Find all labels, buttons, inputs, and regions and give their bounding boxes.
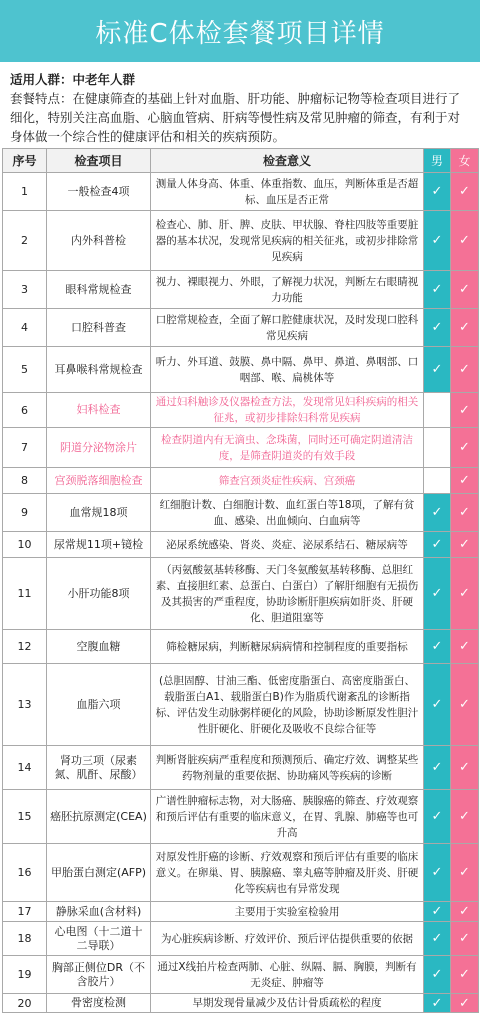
page-title: 标准C体检套餐项目详情 (95, 18, 385, 49)
table-row (3, 532, 479, 558)
table-row (3, 211, 479, 271)
features-text: 套餐特点：在健康筛查的基础上针对血脂、肝功能、肿瘤标记物等检查项目进行了细化，特别关注高血脂、心脑血管病、肝病等慢性病及常见肿瘤的筛查，有利于对身体做一个综合性的健康评估和相关的疾病预防。 (10, 91, 461, 144)
male-check-cell (424, 468, 451, 494)
male-check-cell: ✓ (424, 902, 451, 922)
male-check-cell: ✓ (424, 664, 451, 746)
female-check-cell: ✓ (451, 173, 479, 211)
exam-item-meaning: 红细胞计数、白细胞计数、血红蛋白等18项，了解有贫血、感染、出血倾向、白血病等 (151, 494, 424, 532)
exam-item-name: 口腔科普查 (47, 309, 151, 347)
row-number: 14 (3, 746, 47, 790)
exam-item-name: 血常规18项 (47, 494, 151, 532)
female-check-cell: ✓ (451, 922, 479, 956)
female-check-cell: ✓ (451, 393, 479, 428)
row-number: 6 (3, 393, 47, 428)
row-number: 10 (3, 532, 47, 558)
exam-item-name: 一般检查4项 (47, 173, 151, 211)
male-check-cell: ✓ (424, 746, 451, 790)
exam-items-table (2, 148, 479, 1013)
male-check-cell: ✓ (424, 922, 451, 956)
exam-item-name: 阴道分泌物涂片 (47, 428, 151, 468)
female-check-cell: ✓ (451, 956, 479, 994)
exam-item-name: 甲胎蛋白测定(AFP) (47, 844, 151, 902)
exam-item-name: 耳鼻喉科常规检查 (47, 347, 151, 393)
row-number: 17 (3, 902, 47, 922)
exam-item-name: 心电图（十二道十二导联） (47, 922, 151, 956)
female-check-cell: ✓ (451, 347, 479, 393)
table-row (3, 309, 479, 347)
exam-item-meaning: （丙氨酸氨基转移酶、天门冬氨酸氨基转移酶、总胆红素、直接胆红素、总蛋白、白蛋白）了解肝细胞有无损伤及其损害的严重程度，协助诊断肝胆疾病如肝炎、肝硬化、胆道阻塞等 (151, 558, 424, 630)
exam-item-meaning: 通过妇科触诊及仪器检查方法，发现常见妇科疾病的相关征兆，或初步排除妇科常见疾病 (151, 393, 424, 428)
exam-item-meaning: 口腔常规检查，全面了解口腔健康状况，及时发现口腔科常见疾病 (151, 309, 424, 347)
female-check-cell: ✓ (451, 664, 479, 746)
row-number: 16 (3, 844, 47, 902)
female-check-cell: ✓ (451, 844, 479, 902)
female-check-cell: ✓ (451, 790, 479, 844)
exam-item-meaning: 主要用于实验室检验用 (151, 902, 424, 922)
row-number: 2 (3, 211, 47, 271)
row-number: 8 (3, 468, 47, 494)
exam-item-meaning: 为心脏疾病诊断、疗效评价、预后评估提供重要的依据 (151, 922, 424, 956)
exam-item-meaning: 测量人体身高、体重、体重指数、血压，判断体重是否超标、血压是否正常 (151, 173, 424, 211)
female-check-cell: ✓ (451, 746, 479, 790)
male-check-cell: ✓ (424, 494, 451, 532)
female-check-cell: ✓ (451, 558, 479, 630)
page-title-banner (0, 0, 480, 62)
exam-item-name: 胸部正侧位DR（不含胶片） (47, 956, 151, 994)
exam-item-name: 空腹血糖 (47, 630, 151, 664)
female-check-cell: ✓ (451, 532, 479, 558)
col-header-meaning: 检查意义 (151, 149, 424, 173)
exam-item-name: 骨密度检测 (47, 994, 151, 1013)
exam-item-meaning: 泌尿系统感染、肾炎、炎症、泌尿系结石、糖尿病等 (151, 532, 424, 558)
table-body (3, 173, 479, 1013)
female-check-cell: ✓ (451, 428, 479, 468)
row-number: 1 (3, 173, 47, 211)
exam-item-meaning: 对原发性肝癌的诊断、疗效观察和预后评估有重要的临床意义。在卵巢、胃、胰腺癌、睾丸癌等肿瘤及肝炎、肝硬化等疾病也有异常发现 (151, 844, 424, 902)
table-row (3, 902, 479, 922)
exam-item-meaning: (总胆固醇、甘油三酯、低密度脂蛋白、高密度脂蛋白、载脂蛋白A1、载脂蛋白B)作为脂质代谢紊乱的诊断指标、评估发生动脉粥样硬化的风险，协助诊断原发性胆汁性肝硬化、肝硬化及吸收不良综合征等 (151, 664, 424, 746)
row-number: 18 (3, 922, 47, 956)
table-row (3, 428, 479, 468)
table-row (3, 347, 479, 393)
table-row (3, 393, 479, 428)
exam-item-meaning: 广谱性肿瘤标志物，对大肠癌、胰腺癌的筛查、疗效观察和预后评估有重要的临床意义，在胃、乳腺、肺癌等也可升高 (151, 790, 424, 844)
exam-item-name: 肾功三项（尿素氮、肌酐、尿酸） (47, 746, 151, 790)
table-row (3, 173, 479, 211)
female-check-cell: ✓ (451, 468, 479, 494)
exam-item-name: 小肝功能8项 (47, 558, 151, 630)
exam-item-meaning: 检查心、肺、肝、脾、皮肤、甲状腺、脊柱四肢等重要脏器的基本状况，发现常见疾病的相关征兆，或初步排除常见疾病 (151, 211, 424, 271)
male-check-cell: ✓ (424, 173, 451, 211)
table-row (3, 844, 479, 902)
row-number: 15 (3, 790, 47, 844)
male-check-cell: ✓ (424, 558, 451, 630)
exam-item-name: 癌胚抗原测定(CEA) (47, 790, 151, 844)
female-check-cell: ✓ (451, 494, 479, 532)
exam-item-name: 眼科常规检查 (47, 271, 151, 309)
row-number: 20 (3, 994, 47, 1013)
male-check-cell: ✓ (424, 790, 451, 844)
row-number: 3 (3, 271, 47, 309)
exam-item-meaning: 检查阴道内有无滴虫、念珠菌，同时还可确定阴道清洁度，是筛查阴道炎的有效手段 (151, 428, 424, 468)
male-check-cell: ✓ (424, 844, 451, 902)
exam-item-meaning: 判断肾脏疾病严重程度和预测预后、确定疗效、调整某些药物剂量的重要依据、协助痛风等疾病的诊断 (151, 746, 424, 790)
male-check-cell: ✓ (424, 309, 451, 347)
row-number: 12 (3, 630, 47, 664)
table-row (3, 494, 479, 532)
exam-item-meaning: 通过X线拍片检查两肺、心脏、纵隔、膈、胸膜，判断有无炎症、肿瘤等 (151, 956, 424, 994)
table-row (3, 922, 479, 956)
exam-item-meaning: 早期发现骨量减少及估计骨质疏松的程度 (151, 994, 424, 1013)
male-check-cell: ✓ (424, 630, 451, 664)
exam-item-name: 内外科普检 (47, 211, 151, 271)
exam-item-name: 尿常规11项+镜检 (47, 532, 151, 558)
female-check-cell: ✓ (451, 630, 479, 664)
table-row (3, 956, 479, 994)
table-row (3, 790, 479, 844)
table-row (3, 558, 479, 630)
col-header-male: 男 (424, 149, 451, 173)
male-check-cell: ✓ (424, 271, 451, 309)
exam-item-name: 宫颈脱落细胞检查 (47, 468, 151, 494)
table-row (3, 664, 479, 746)
exam-item-meaning: 筛查宫颈炎症性疾病、宫颈癌 (151, 468, 424, 494)
col-header-female: 女 (451, 149, 479, 173)
row-number: 7 (3, 428, 47, 468)
table-row (3, 994, 479, 1013)
row-number: 4 (3, 309, 47, 347)
audience-text: 适用人群：中老年人群 (10, 72, 136, 87)
table-header-row (3, 149, 479, 173)
row-number: 9 (3, 494, 47, 532)
table-row (3, 746, 479, 790)
female-check-cell: ✓ (451, 271, 479, 309)
row-number: 11 (3, 558, 47, 630)
table-row (3, 630, 479, 664)
exam-item-name: 静脉采血(含材料) (47, 902, 151, 922)
female-check-cell: ✓ (451, 994, 479, 1013)
exam-item-meaning: 听力、外耳道、鼓膜、鼻中隔、鼻甲、鼻道、鼻咽部、口咽部、喉、扁桃体等 (151, 347, 424, 393)
male-check-cell: ✓ (424, 211, 451, 271)
exam-item-meaning: 筛检糖尿病，判断糖尿病病情和控制程度的重要指标 (151, 630, 424, 664)
table-row (3, 468, 479, 494)
col-header-item: 检查项目 (47, 149, 151, 173)
col-header-no: 序号 (3, 149, 47, 173)
exam-item-name: 血脂六项 (47, 664, 151, 746)
table-row (3, 271, 479, 309)
row-number: 5 (3, 347, 47, 393)
male-check-cell (424, 428, 451, 468)
male-check-cell (424, 393, 451, 428)
male-check-cell: ✓ (424, 956, 451, 994)
male-check-cell: ✓ (424, 994, 451, 1013)
exam-item-meaning: 视力、裸眼视力、外眼，了解视力状况，判断左右眼睛视力功能 (151, 271, 424, 309)
row-number: 13 (3, 664, 47, 746)
row-number: 19 (3, 956, 47, 994)
package-intro (10, 70, 472, 146)
male-check-cell: ✓ (424, 532, 451, 558)
female-check-cell: ✓ (451, 902, 479, 922)
female-check-cell: ✓ (451, 211, 479, 271)
exam-item-name: 妇科检查 (47, 393, 151, 428)
female-check-cell: ✓ (451, 309, 479, 347)
male-check-cell: ✓ (424, 347, 451, 393)
